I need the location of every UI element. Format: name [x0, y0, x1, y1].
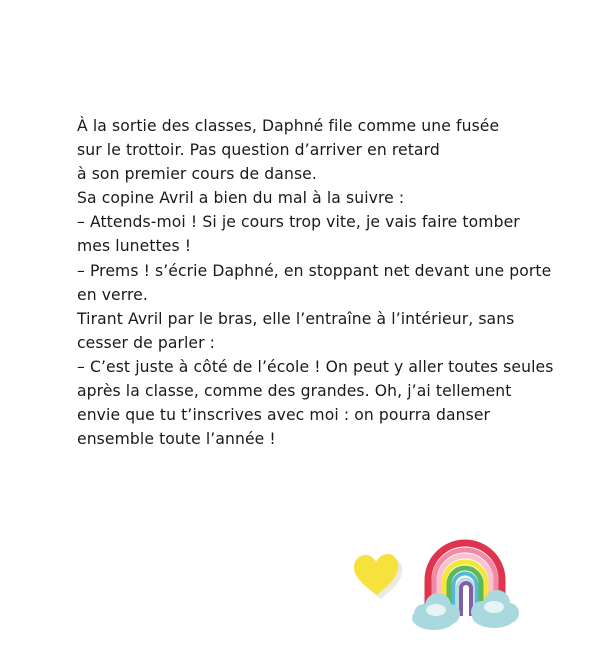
story-line: – Prems ! s’écrie Daphné, en stoppant net devant une porte — [77, 261, 552, 280]
story-line: Tirant Avril par le bras, elle l’entraîne à l’intérieur, sans — [77, 309, 515, 328]
heart-icon — [351, 553, 403, 599]
story-line: – C’est juste à côté de l’école ! On peut y aller toutes seules — [77, 357, 554, 376]
story-line: mes lunettes ! — [77, 237, 192, 256]
story-line: après la classe, comme des grandes. Oh, j’ai tellement — [77, 382, 512, 401]
rainbow-icon — [410, 536, 520, 636]
story-line: envie que tu t’inscrives avec moi : on pourra danser — [77, 406, 491, 425]
story-line: ensemble toute l’année ! — [77, 430, 276, 449]
story-line: À la sortie des classes, Daphné file comme une fusée — [77, 117, 500, 135]
story-line: cesser de parler : — [77, 333, 216, 352]
story-line: à son premier cours de danse. — [77, 165, 317, 184]
story-line: – Attends-moi ! Si je cours trop vite, je vais faire tomber — [77, 213, 520, 232]
story-line: Sa copine Avril a bien du mal à la suivre : — [77, 189, 405, 208]
story-line: sur le trottoir. Pas question d’arriver en retard — [77, 141, 440, 160]
story-text — [77, 114, 554, 451]
story-line: en verre. — [77, 285, 148, 304]
